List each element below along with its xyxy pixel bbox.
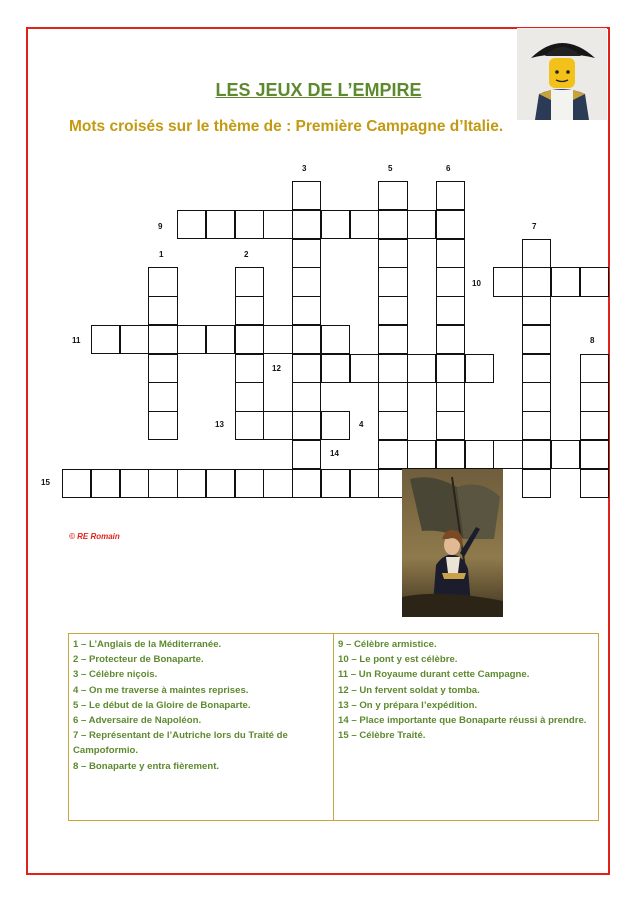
clue-15: 15 – Célèbre Traité. [338,730,426,742]
clue-number-14: 14 [330,449,339,458]
clue-6: 6 – Adversaire de Napoléon. [73,715,202,727]
clue-9: 9 – Célèbre armistice. [338,639,437,650]
clue-number-1: 1 [159,250,164,259]
clue-number-15: 15 [41,478,50,487]
clue-number-6: 6 [446,164,451,173]
clue-number-11: 11 [72,336,81,345]
clue-number-10: 10 [472,279,481,288]
copyright-notice: © RE Romain [69,532,120,541]
clue-number-8: 8 [590,336,595,345]
clue-2: 2 – Protecteur de Bonaparte. [73,654,204,666]
clue-4: 4 – On me traverse à maintes reprises. [73,684,249,696]
clue-14: 14 – Place importante que Bonaparte réussi à prendre. [338,715,587,727]
clues-column-left [69,634,334,820]
clue-1: 1 – L’Anglais de la Méditerranée. [73,639,222,650]
clue-number-5: 5 [388,164,393,173]
clue-number-2: 2 [244,250,249,259]
clues-column-right [334,634,598,820]
bonaparte-portrait-image [402,469,503,617]
clue-8: 8 – Bonaparte y entra fièrement. [73,760,220,772]
clue-number-4: 4 [359,420,364,429]
clues-table [68,633,599,821]
clue-11: 11 – Un Royaume durant cette Campagne. [338,669,530,681]
clue-12: 12 – Un fervent soldat y tomba. [338,684,480,696]
clue-7: 7 – Représentant de l’Autriche lors du Traité de Campoformio. [73,730,288,757]
clue-3: 3 – Célèbre niçois. [73,669,158,681]
clue-number-12: 12 [272,364,281,373]
clue-5: 5 – Le début de la Gloire de Bonaparte. [73,699,251,711]
clue-number-3: 3 [302,164,307,173]
clue-number-9: 9 [158,222,163,231]
page-subtitle: Mots croisés sur le thème de : Première Campagne d’Italie. [69,118,504,135]
clue-number-13: 13 [215,420,224,429]
page-title: LES JEUX DE L’EMPIRE [215,80,422,100]
clue-13: 13 – On y prépara l’expédition. [338,699,478,711]
clue-10: 10 – Le pont y est célèbre. [338,654,458,666]
clue-number-7: 7 [532,222,537,231]
napoleon-figure-image [517,28,607,120]
